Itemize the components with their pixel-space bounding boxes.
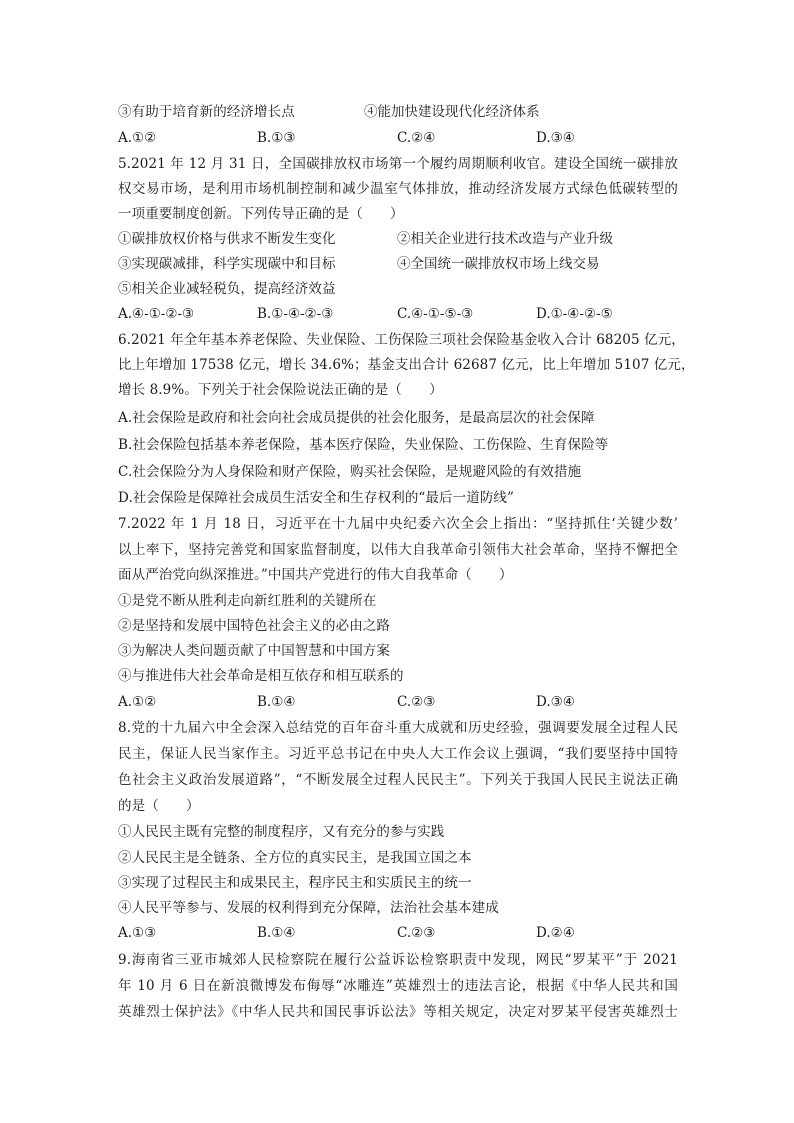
q5-item-2: ②相关企业进行技术改造与产业升级	[397, 231, 613, 247]
q8-stem-line-4: 的是（ ）	[118, 798, 200, 814]
q5-stem-line-1: 5.2021 年 12 月 31 日，全国碳排放权市场第一个履约周期顺利收官。建设全国统一碳排放	[118, 156, 678, 172]
q6-stem-line-1: 6.2021 年全年基本养老保险、失业保险、工伤保险三项社会保险基金收入合计 68205 亿元，	[118, 332, 685, 348]
q8-stem-line-2: 民主，保证人民当家作主。习近平总书记在中央人大工作会议上强调，“我们要坚持中国特	[118, 746, 678, 762]
q6-option-d: D.社会保险是保障社会成员生活安全和生存权利的“最后一道防线”	[118, 490, 515, 506]
q8-item-3: ③实现了过程民主和成果民主，程序民主和实质民主的统一	[118, 875, 472, 891]
q9-stem-line-1: 9.海南省三亚市城郊人民检察院在履行公益诉讼检察职责中发现，网民“罗某平”于 2021	[118, 952, 678, 968]
q6-option-a: A.社会保险是政府和社会向社会成员提供的社会化服务，是最高层次的社会保障	[118, 410, 595, 426]
prev-option-c: C.②④	[397, 130, 436, 146]
q8-stem-line-1: 8.党的十九届六中全会深入总结党的百年奋斗重大成就和历史经验，强调要发展全过程人民	[118, 720, 678, 736]
q5-item-4: ④全国统一碳排放权市场上线交易	[397, 256, 600, 272]
prev-item-3: ③有助于培育新的经济增长点	[118, 104, 295, 120]
prev-option-d: D.③④	[536, 130, 575, 146]
q7-item-3: ③为解决人类问题贡献了中国智慧和中国方案	[118, 643, 390, 659]
q6-option-c: C.社会保险分为人身保险和财产保险，购买社会保险，是规避风险的有效措施	[118, 464, 582, 480]
q5-stem-line-3: 一项重要制度创新。下列传导正确的是（ ）	[118, 206, 404, 222]
prev-option-b: B.①③	[257, 130, 296, 146]
q8-item-1: ①人民民主既有完整的制度程序，又有充分的参与实践	[118, 824, 445, 840]
q5-option-c: C.④-①-⑤-③	[397, 306, 474, 322]
q7-item-2: ②是坚持和发展中国特色社会主义的必由之路	[118, 618, 390, 634]
q6-stem-line-3: 增长 8.9%。下列关于社会保险说法正确的是（ ）	[118, 382, 443, 398]
q7-stem-line-3: 面从严治党向纵深推进。”中国共产党进行的伟大自我革命（ ）	[118, 567, 513, 583]
q8-option-b: B.①④	[257, 925, 296, 941]
q8-stem-line-3: 色社会主义政治发展道路”，“不断发展全过程人民民主”。下列关于我国人民民主说法正确	[118, 772, 678, 788]
q7-item-4: ④与推进伟大社会革命是相互依存和相互联系的	[118, 668, 404, 684]
q7-option-c: C.②③	[397, 694, 436, 710]
q8-option-c: C.②③	[397, 925, 436, 941]
q7-stem-line-1: 7.2022 年 1 月 18 日，习近平在十九届中央纪委六次全会上指出：“坚持抓住‘关键少数’	[118, 516, 678, 532]
q8-item-4: ④人民平等参与、发展的权利得到充分保障，法治社会基本建成	[118, 900, 499, 916]
q5-item-1: ①碳排放权价格与供求不断发生变化	[118, 231, 336, 247]
q6-stem-line-2: 比上年增加 17538 亿元，增长 34.6%；基金支出合计 62687 亿元，比上年增加 5107 亿元，	[118, 357, 695, 373]
q9-stem-line-2: 年 10 月 6 日在新浪微博发布侮辱“冰雕连”英雄烈士的违法言论，根据《中华人民共和国	[118, 978, 678, 994]
q8-option-d: D.②④	[536, 925, 575, 941]
q5-option-d: D.①-④-②-⑤	[536, 306, 613, 322]
q6-option-b: B.社会保险包括基本养老保险，基本医疗保险，失业保险、工伤保险、生育保险等	[118, 437, 609, 453]
q8-option-a: A.①③	[118, 925, 157, 941]
q7-option-b: B.①④	[257, 694, 296, 710]
prev-option-a: A.①②	[118, 130, 157, 146]
q8-item-2: ②人民民主是全链条、全方位的真实民主，是我国立国之本	[118, 850, 472, 866]
q7-option-a: A.①②	[118, 694, 157, 710]
q7-option-d: D.③④	[536, 694, 575, 710]
q5-stem-line-2: 权交易市场，是利用市场机制控制和减少温室气体排放，推动经济发展方式绿色低碳转型的	[118, 181, 678, 197]
q5-option-a: A.④-①-②-③	[118, 306, 195, 322]
q9-stem-line-3: 英雄烈士保护法》《中华人民共和国民事诉讼法》等相关规定，决定对罗某平侵害英雄烈士	[118, 1004, 678, 1020]
prev-item-4: ④能加快建设现代化经济体系	[364, 104, 540, 120]
q5-option-b: B.①-④-②-③	[257, 306, 334, 322]
q5-item-5: ⑤相关企业减轻税负，提高经济效益	[118, 281, 336, 297]
q7-item-1: ①是党不断从胜利走向新红胜利的关键所在	[118, 593, 377, 609]
q5-item-3: ③实现碳减排，科学实现碳中和目标	[118, 256, 336, 272]
q7-stem-line-2: 以上率下，坚持完善党和国家监督制度，以伟大自我革命引领伟大社会革命，坚持不懈把全	[118, 542, 678, 558]
